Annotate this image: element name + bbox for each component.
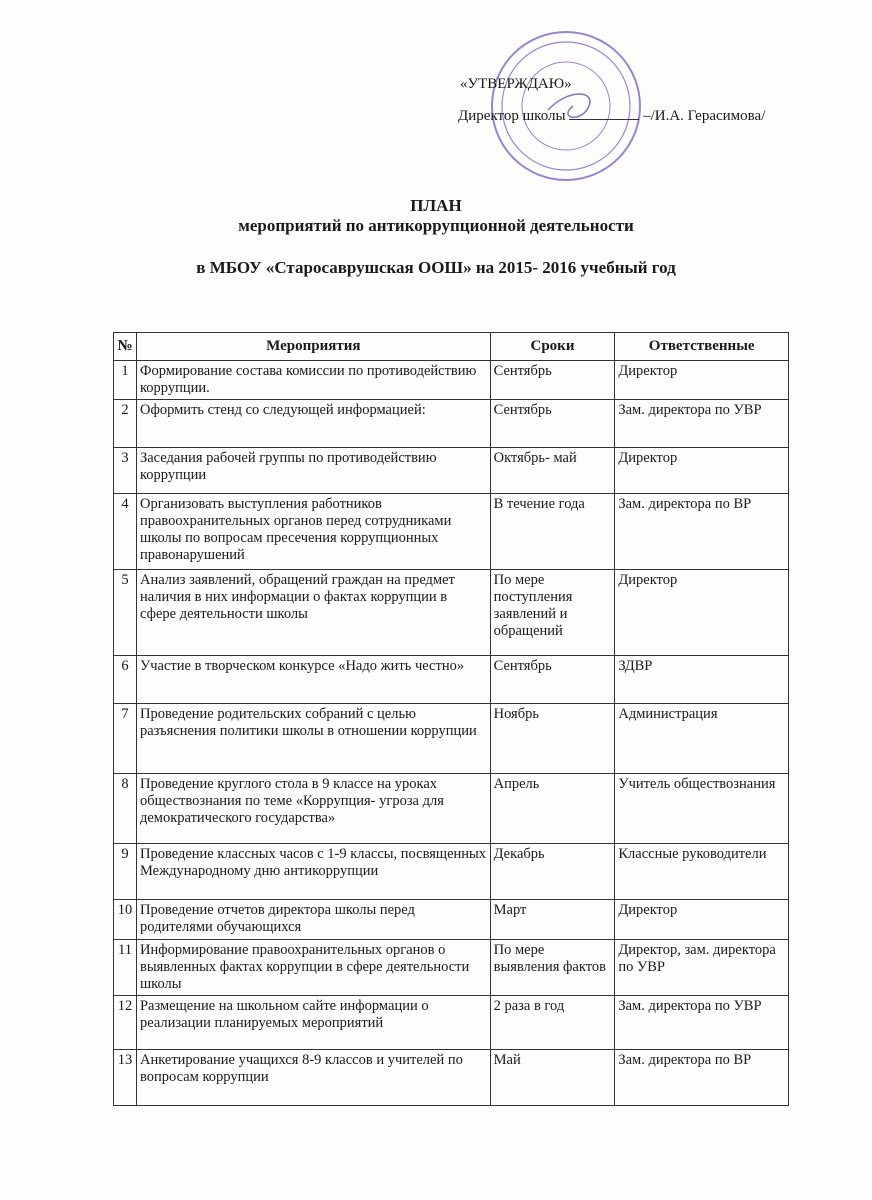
- row-number: 10: [114, 900, 137, 940]
- row-event: Организовать выступления работников правоохранительных органов перед сотрудниками школы по вопросам пресечения коррупционных правонарушений: [136, 494, 490, 570]
- table-row: [114, 774, 789, 844]
- row-responsible: Зам. директора по ВР: [615, 1050, 789, 1106]
- row-number: 5: [114, 570, 137, 656]
- row-event: Проведение родительских собраний с целью разъяснения политики школы в отношении коррупции: [136, 704, 490, 774]
- row-term: Сентябрь: [490, 361, 615, 400]
- row-term: Октябрь- май: [490, 448, 615, 494]
- table-row: [114, 996, 789, 1050]
- header-responsible: Ответственные: [615, 333, 789, 361]
- doc-subtitle-school: в МБОУ «Старосаврушская ООШ» на 2015- 2016 учебный год: [196, 258, 676, 277]
- table-row: [114, 1050, 789, 1106]
- row-number: 6: [114, 656, 137, 704]
- doc-title: ПЛАН: [410, 196, 462, 215]
- row-event: Участие в творческом конкурсе «Надо жить честно»: [136, 656, 490, 704]
- row-event: Заседания рабочей группы по противодействию коррупции: [136, 448, 490, 494]
- row-term: Май: [490, 1050, 615, 1106]
- row-responsible: ЗДВР: [615, 656, 789, 704]
- row-number: 9: [114, 844, 137, 900]
- row-event: Размещение на школьном сайте информации о реализации планируемых мероприятий: [136, 996, 490, 1050]
- row-number: 7: [114, 704, 137, 774]
- table-row: [114, 940, 789, 996]
- row-term: Ноябрь: [490, 704, 615, 774]
- official-stamp: [488, 28, 644, 184]
- header-term: Сроки: [490, 333, 615, 361]
- header-num: №: [114, 333, 137, 361]
- row-term: Сентябрь: [490, 656, 615, 704]
- table-row: [114, 656, 789, 704]
- row-responsible: Администрация: [615, 704, 789, 774]
- row-responsible: Директор: [615, 570, 789, 656]
- row-event: Анкетирование учащихся 8-9 классов и учителей по вопросам коррупции: [136, 1050, 490, 1106]
- row-responsible: Учитель обществознания: [615, 774, 789, 844]
- signer-role: Директор школы: [458, 108, 566, 124]
- header-event: Мероприятия: [136, 333, 490, 361]
- row-term: 2 раза в год: [490, 996, 615, 1050]
- row-number: 8: [114, 774, 137, 844]
- row-term: Декабрь: [490, 844, 615, 900]
- row-number: 12: [114, 996, 137, 1050]
- signer-name: –/И.А. Герасимова/: [643, 108, 766, 124]
- row-event: Проведение отчетов директора школы перед родителями обучающихся: [136, 900, 490, 940]
- row-event: Проведение классных часов с 1-9 классы, посвященных Международному дню антикоррупции: [136, 844, 490, 900]
- row-number: 2: [114, 400, 137, 448]
- row-number: 11: [114, 940, 137, 996]
- table-row: [114, 494, 789, 570]
- signature-line: [458, 108, 765, 125]
- row-responsible: Директор: [615, 900, 789, 940]
- row-term: По мере поступления заявлений и обращений: [490, 570, 615, 656]
- table-row: [114, 844, 789, 900]
- row-responsible: Зам. директора по ВР: [615, 494, 789, 570]
- row-term: По мере выявления фактов: [490, 940, 615, 996]
- row-event: Анализ заявлений, обращений граждан на предмет наличия в них информации о фактах коррупции в сфере деятельности школы: [136, 570, 490, 656]
- plan-table: [113, 332, 789, 1106]
- row-number: 4: [114, 494, 137, 570]
- table-row: [114, 361, 789, 400]
- row-responsible: Классные руководители: [615, 844, 789, 900]
- table-header: [114, 333, 789, 361]
- row-number: 3: [114, 448, 137, 494]
- table-row: [114, 400, 789, 448]
- doc-subtitle: мероприятий по антикоррупционной деятельности: [238, 216, 634, 235]
- row-event: Проведение круглого стола в 9 классе на уроках обществознания по теме «Коррупция- угроза для демократического государства»: [136, 774, 490, 844]
- row-term: Сентябрь: [490, 400, 615, 448]
- row-event: Формирование состава комиссии по противодействию коррупции.: [136, 361, 490, 400]
- row-term: Апрель: [490, 774, 615, 844]
- table-row: [114, 704, 789, 774]
- row-responsible: Директор: [615, 361, 789, 400]
- row-responsible: Зам. директора по УВР: [615, 996, 789, 1050]
- row-responsible: Директор, зам. директора по УВР: [615, 940, 789, 996]
- row-term: В течение года: [490, 494, 615, 570]
- row-event: Информирование правоохранительных органов о выявленных фактах коррупции в сфере деятельности школы: [136, 940, 490, 996]
- row-number: 13: [114, 1050, 137, 1106]
- approval-label: «УТВЕРЖДАЮ»: [460, 76, 572, 92]
- row-term: Март: [490, 900, 615, 940]
- table-row: [114, 900, 789, 940]
- table-row: [114, 570, 789, 656]
- row-number: 1: [114, 361, 137, 400]
- table-row: [114, 448, 789, 494]
- row-responsible: Директор: [615, 448, 789, 494]
- row-responsible: Зам. директора по УВР: [615, 400, 789, 448]
- row-event: Оформить стенд со следующей информацией:: [136, 400, 490, 448]
